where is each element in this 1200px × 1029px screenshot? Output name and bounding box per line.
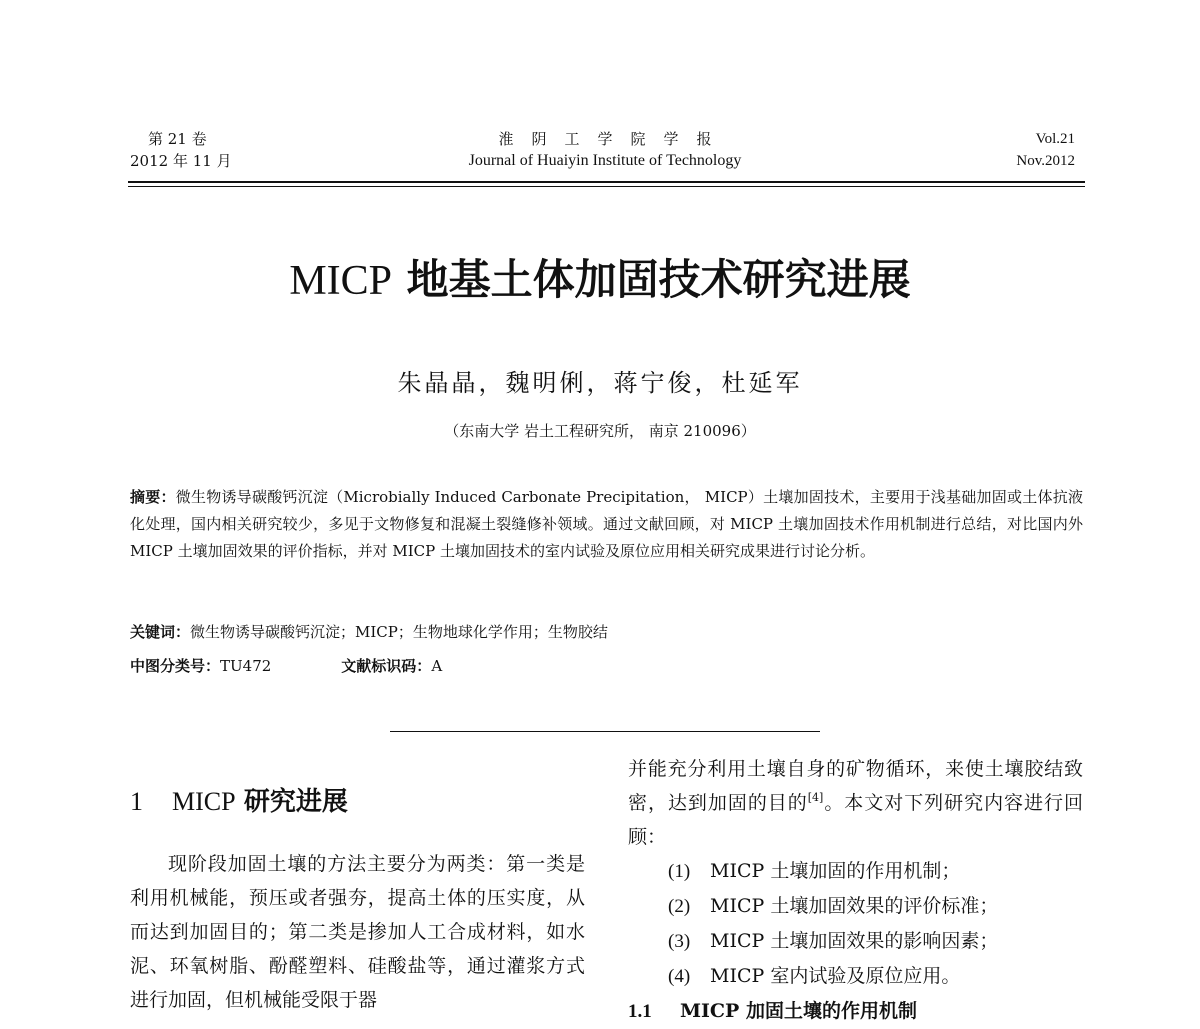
list-item (628, 854, 1083, 889)
classification-line (130, 654, 442, 678)
abstract-divider (390, 731, 820, 732)
doc-code-label: 文献标识码： (341, 657, 432, 675)
affiliation: （东南大学 岩土工程研究所， 南京 210096） (444, 422, 756, 440)
section-title-en: MICP (172, 787, 236, 816)
list-item-number: (4) (668, 966, 691, 987)
header-center (380, 128, 830, 172)
date-en: Nov.2012 (1016, 153, 1075, 169)
list-item (628, 924, 1083, 959)
intro-paragraph (628, 752, 1083, 854)
abstract (130, 484, 1083, 565)
classification-label: 中图分类号： (130, 657, 221, 675)
keywords-text: 微生物诱导碳酸钙沉淀；MICP；生物地球化学作用；生物胶结 (190, 623, 608, 641)
classification-code: TU472 (220, 657, 272, 675)
citation-ref: [4] (807, 791, 824, 804)
list-item (628, 959, 1083, 994)
review-list (628, 854, 1083, 994)
header-rule-thin (128, 186, 1085, 187)
title-cn: 地基土体加固技术研究进展 (406, 255, 911, 304)
header-rule-thick (128, 181, 1085, 183)
subsection-number: 1.1 (628, 1001, 652, 1022)
abstract-label: 摘要： (130, 488, 176, 506)
abstract-text: 微生物诱导碳酸钙沉淀（Microbially Induced Carbonate Precipitation， MICP）土壤加固技术，主要用于浅基础加固或土体抗液化处理，国内相关研究较少，多见于文物修复和混凝土裂缝修补领域。通过文献回顾，对 MICP 土壤加固技术作用机制进行总结，对比国内外 MICP 土壤加固效果的评价指标，并对 MICP 土壤加固技术的室内试验及原位应用相关研究成果进行讨论分析。 (130, 488, 1083, 560)
right-column (628, 752, 1083, 994)
section-number: 1 (130, 787, 143, 816)
journal-name-en: Journal of Huaiyin Institute of Technology (468, 152, 742, 169)
left-column (130, 847, 585, 1017)
header-right (1016, 128, 1075, 172)
doc-code: A (431, 657, 443, 675)
header-left (130, 128, 232, 172)
list-item-text: MICP 室内试验及原位应用。 (710, 965, 961, 987)
list-item-number: (1) (668, 861, 691, 882)
section-title-cn: 研究进展 (243, 787, 348, 817)
title-en: MICP (289, 258, 393, 304)
author-list: 朱晶晶，魏明俐，蒋宁俊，杜延军 (397, 369, 803, 397)
intro-text-2: 。本文对下列研究内容进行回顾： (628, 792, 1083, 848)
section-1-heading (130, 784, 348, 820)
volume-cn: 第 21 卷 (148, 130, 207, 148)
journal-name-cn: 淮阴工学院学报 (498, 130, 730, 148)
list-item-text: MICP 土壤加固效果的评价标准； (710, 895, 999, 917)
list-item-number: (3) (668, 931, 691, 952)
list-item (628, 889, 1083, 924)
date-cn: 2012 年 11 月 (130, 152, 232, 170)
keywords-line (130, 620, 608, 644)
subsection-title: MICP 加固土壤的作用机制 (680, 1000, 917, 1022)
list-item-text: MICP 土壤加固效果的影响因素； (710, 930, 999, 952)
article-title (0, 252, 1200, 309)
intro-text-1: 并能充分利用土壤自身的矿物循环，来使土壤胶结致密，达到加固的目的 (628, 758, 1083, 814)
list-item-number: (2) (668, 896, 691, 917)
volume-en: Vol.21 (1035, 131, 1075, 147)
section-1-paragraph: 现阶段加固土壤的方法主要分为两类：第一类是利用机械能，预压或者强夯，提高土体的压实度，从而达到加固目的；第二类是掺加人工合成材料，如水泥、环氧树脂、酚醛塑料、硅酸盐等，通过灌浆方式进行加固，但机械能受限于器 (130, 853, 585, 1011)
list-item-text: MICP 土壤加固的作用机制； (710, 860, 961, 882)
subsection-1-1-heading (628, 994, 917, 1029)
keywords-label: 关键词： (130, 623, 191, 641)
